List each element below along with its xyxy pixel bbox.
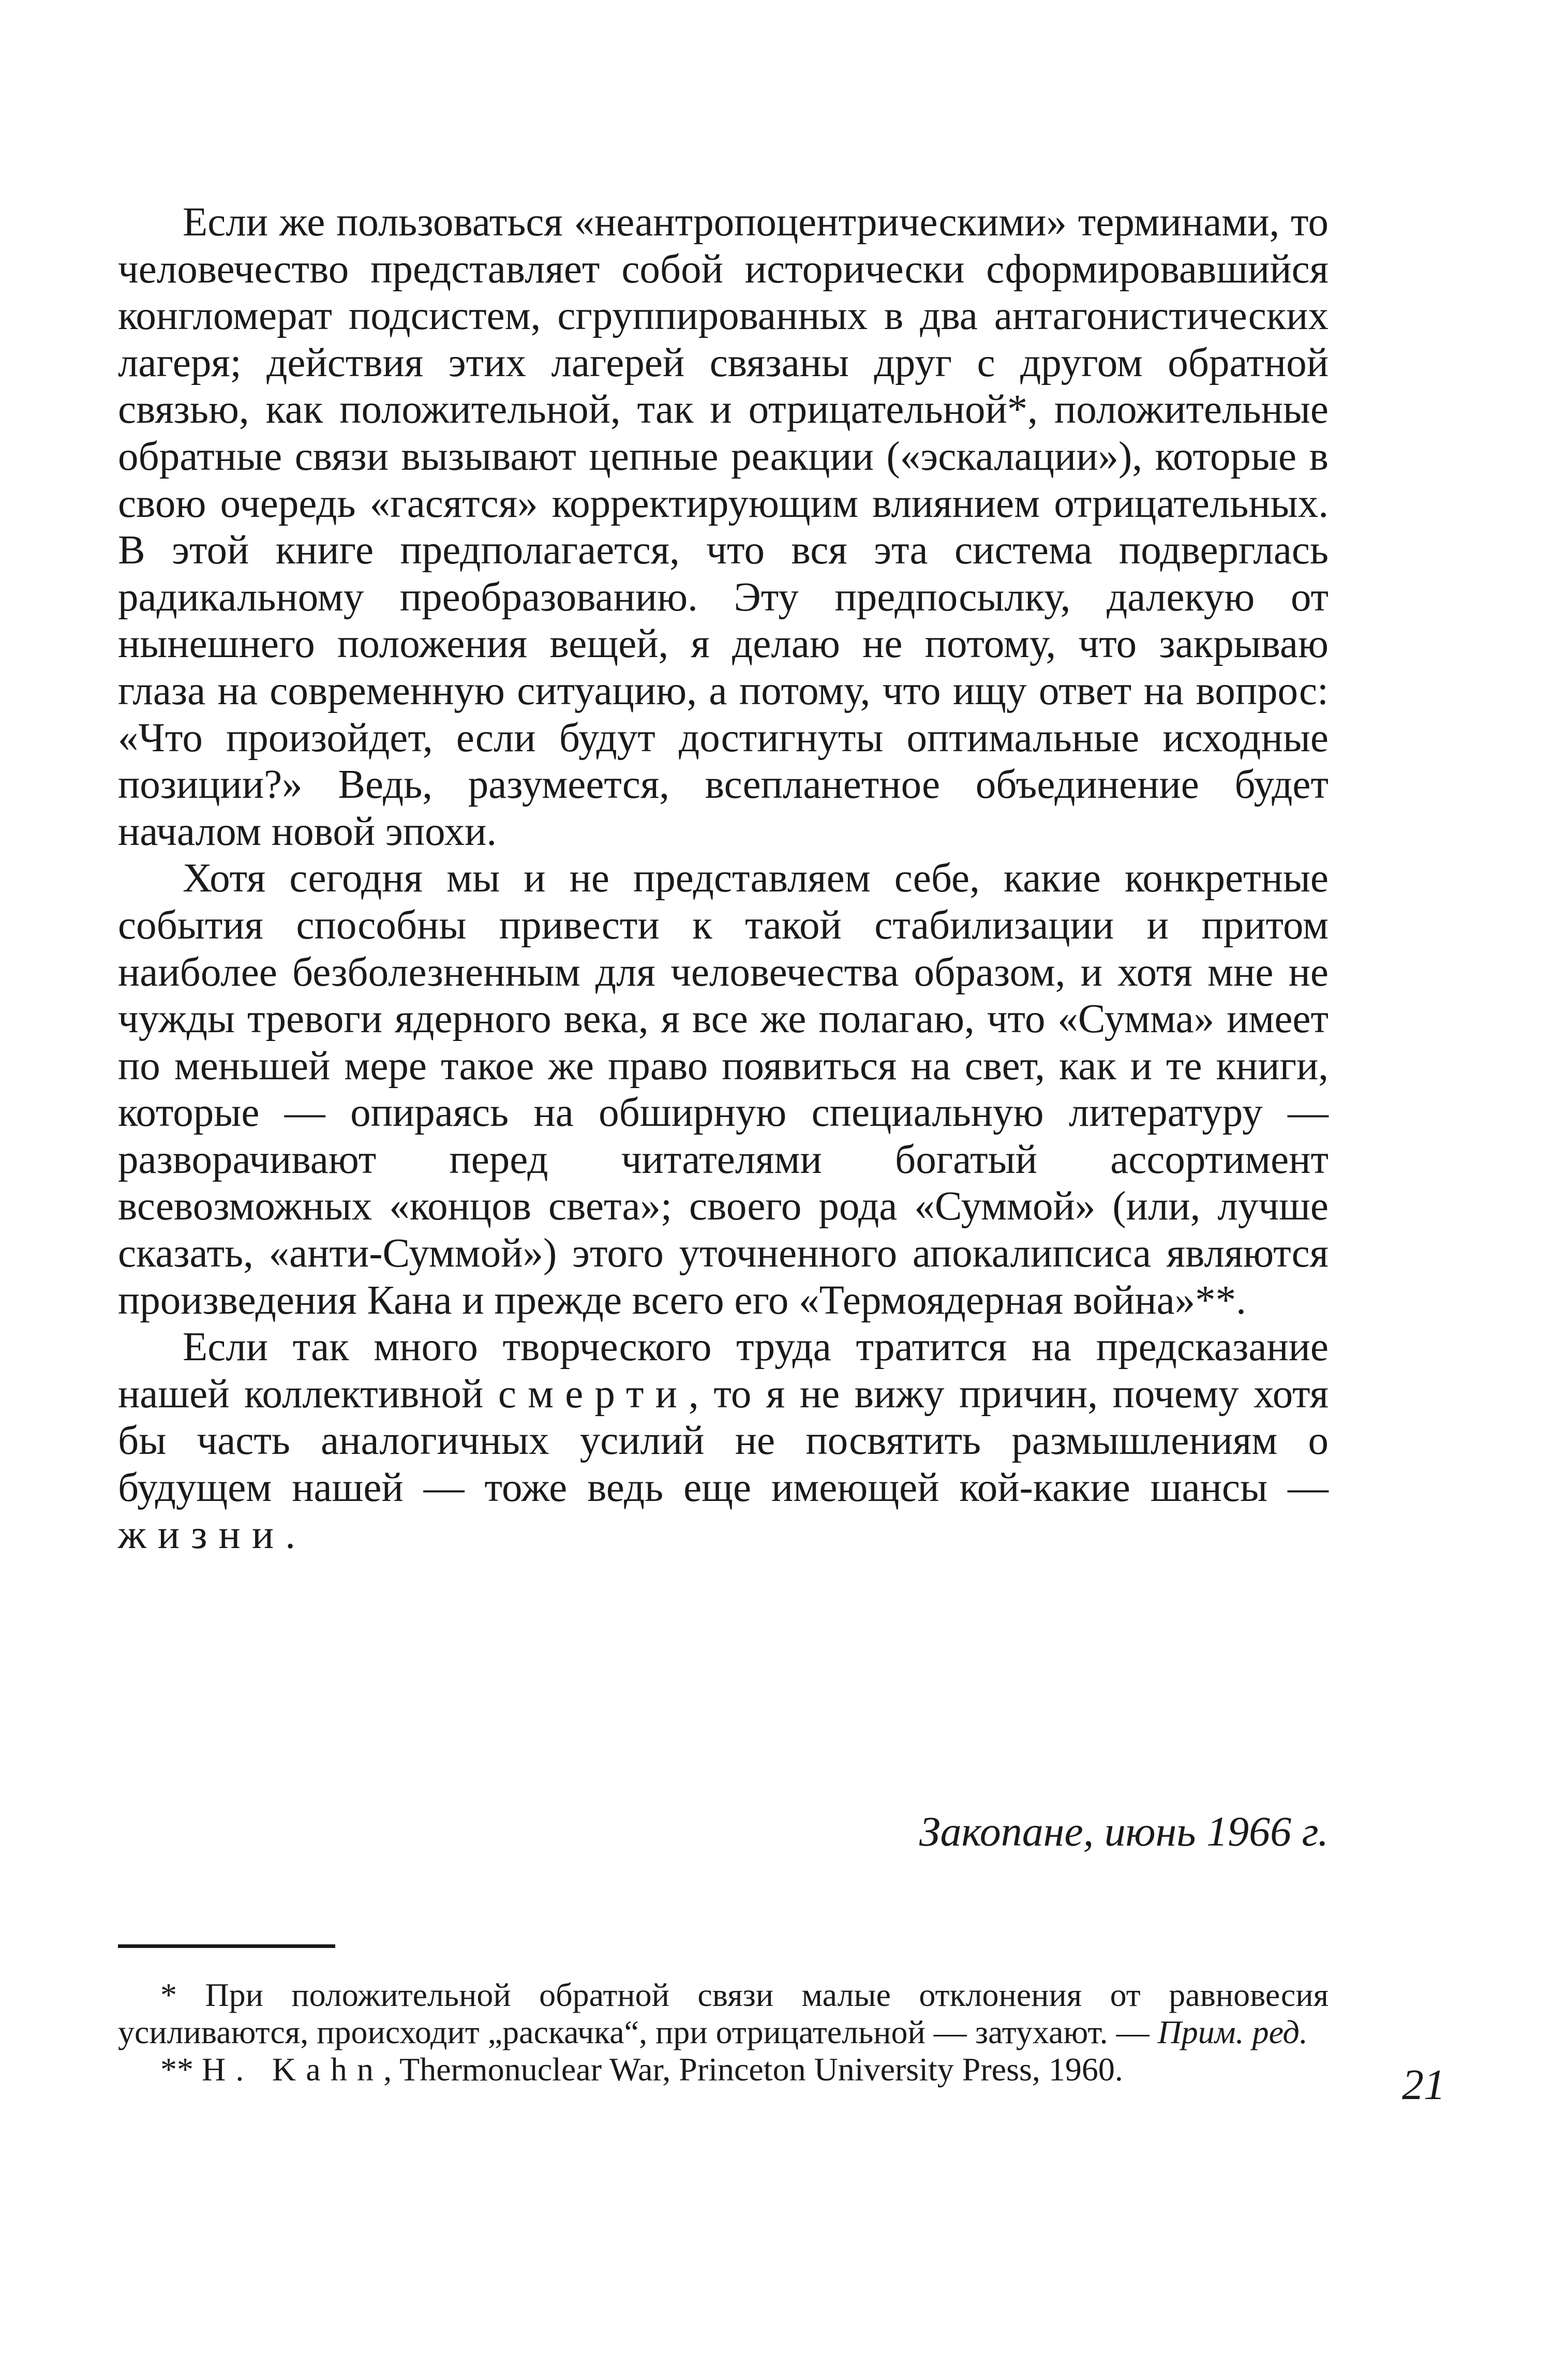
emphasis-life: жизни: [118, 1512, 286, 1557]
footnote-1: [118, 1976, 1329, 2051]
paragraph-3-text-3: .: [285, 1512, 295, 1557]
footnote-2-citation: , Thermonuclear War, Princeton University Press, 1960.: [383, 2051, 1123, 2088]
main-text: [118, 199, 1329, 1558]
footnote-2: [118, 2051, 1329, 2088]
paragraph-2: Хотя сегодня мы и не представляем себе, какие конкретные события способны привести к такой стабилизации и притом наиболее безболезненным для человечества образом, и хотя мне не чужды тревоги ядерного века, я все же полагаю, что «Сумма» имеет по меньшей мере такое же право появиться на свет, как и те книги, которые — опираясь на обширную специальную литературу — разворачивают перед читателями богатый ассортимент всевозможных «концов света»; своего рода «Суммой» (или, лучше сказать, «анти-Суммой») этого уточненного апокалипсиса являются произведения Кана и прежде всего его «Термоядерная война»**.: [118, 856, 1329, 1323]
paragraph-3-text-1: Если так много творческого труда тратится на предсказание нашей коллективной: [118, 1325, 1329, 1417]
place-date-signature: Закопане, июнь 1966 г.: [919, 1808, 1329, 1855]
footnote-2-author: H. Kahn: [202, 2051, 384, 2088]
editor-note: Прим. ред.: [1157, 2014, 1308, 2050]
emphasis-death: смерти: [498, 1371, 689, 1417]
paragraph-1: Если же пользоваться «неантропоцентрическими» терминами, то человечество представляет собой исторически сформировавшийся конгломерат подсистем, сгруппированных в два антагонистических лагеря; действия этих лагерей связаны друг с другом обратной связью, как положительной, так и отрицательной*, положительные обратные связи вызывают цепные реакции («эскалации»), которые в свою очередь «гасятся» корректирующим влиянием отрицательных. В этой книге предполагается, что вся эта система подверглась радикальному преобразованию. Эту предпосылку, далекую от нынешнего положения вещей, я делаю не потому, что закрываю глаза на современную ситуацию, а потому, что ищу ответ на вопрос: «Что произойдет, если будут достигнуты оптимальные исходные позиции?» Ведь, разумеется, всепланетное объединение будет началом новой эпохи.: [118, 200, 1329, 854]
paragraph-3: [118, 1324, 1329, 1558]
paragraph-3-text-2: , то я не вижу причин, почему хотя бы часть аналогичных усилий не посвятить размышлениям о будущем нашей — тоже ведь еще имеющей кой-какие шансы —: [118, 1371, 1329, 1511]
footnotes: [118, 1976, 1329, 2088]
footnote-2-marker: **: [160, 2051, 202, 2088]
footnote-divider: [118, 1944, 335, 1948]
page-number: 21: [1402, 2061, 1445, 2109]
footnote-1-text: * При положительной обратной связи малые отклонения от равновесия усиливаются, происходит „раскачка“, при отрицательной — затухают. —: [118, 1976, 1329, 2050]
